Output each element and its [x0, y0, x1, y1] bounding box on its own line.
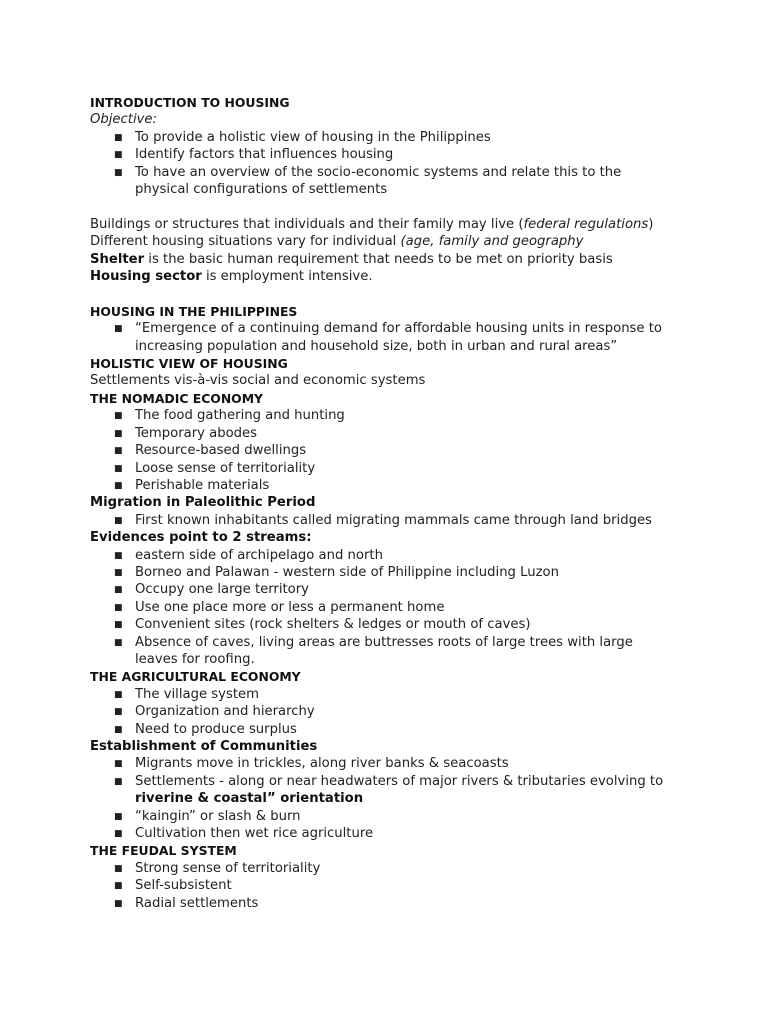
bullet-icon: ■: [114, 567, 123, 578]
list-item: ■ Perishable materials: [90, 477, 690, 494]
bullet-icon: ■: [114, 411, 123, 422]
list-item: ■ Identify factors that influences housing: [90, 146, 690, 163]
nomadic-list: [90, 407, 690, 494]
subheading-migration: Migration in Paleolithic Period: [90, 495, 316, 511]
philippines-list: [90, 320, 690, 355]
objective-list: [90, 129, 690, 199]
bullet-icon: ■: [114, 637, 123, 648]
bullet-icon: ■: [114, 707, 123, 718]
list-item: ■ Resource-based dwellings: [90, 442, 690, 459]
bullet-icon: ■: [114, 428, 123, 439]
section-heading-nomadic: THE NOMADIC ECONOMY: [90, 390, 264, 406]
list-item: ■ “Emergence of a continuing demand for affordable housing units in response to increasing population and household size, both in urban and rural areas”: [114, 321, 662, 354]
list-item: ■ The food gathering and hunting: [90, 407, 690, 424]
list-item: ■ Occupy one large territory: [90, 581, 690, 598]
bullet-icon: ■: [114, 167, 123, 178]
list-item: ■ Cultivation then wet rice agriculture: [90, 825, 690, 842]
list-item: ■ Organization and hierarchy: [90, 703, 690, 720]
bullet-icon: ■: [114, 811, 123, 822]
bullet-icon: ■: [114, 324, 123, 335]
list-item: ■ Convenient sites (rock shelters & ledges or mouth of caves): [90, 616, 690, 633]
list-item: ■ Settlements - along or near headwaters of major rivers & tributaries evolving to riverine & coastal” orientation: [114, 773, 664, 807]
bullet-icon: ■: [114, 132, 123, 143]
spacer: [90, 285, 690, 302]
spacer: [90, 198, 690, 215]
list-item: ■ Absence of caves, living areas are buttresses roots of large trees with large leaves for roofing.: [114, 634, 633, 667]
list-item: ■ Loose sense of territoriality: [90, 460, 690, 477]
bullet-icon: ■: [114, 829, 123, 840]
section-heading-introduction: INTRODUCTION TO HOUSING: [90, 95, 290, 110]
evidences-list: [90, 547, 690, 669]
bullet-icon: ■: [114, 446, 123, 457]
bullet-icon: ■: [114, 463, 123, 474]
bullet-icon: ■: [114, 620, 123, 631]
migration-list: [90, 512, 690, 529]
feudal-list: [90, 860, 690, 912]
definition-housing-sector: Housing sector is employment intensive.: [90, 269, 373, 285]
bullet-icon: ■: [114, 863, 123, 874]
bullet-icon: ■: [114, 602, 123, 613]
section-heading-agricultural: THE AGRICULTURAL ECONOMY: [90, 669, 301, 685]
list-item: ■ To provide a holistic view of housing in the Philippines: [90, 129, 690, 146]
bullet-icon: ■: [114, 480, 123, 491]
list-item: ■ First known inhabitants called migrating mammals came through land bridges: [90, 512, 690, 529]
list-item: ■ Self-subsistent: [90, 877, 690, 894]
list-item: ■ To have an overview of the socio-economic systems and relate this to the physical configurations of settlements: [114, 164, 622, 198]
list-item: ■ “kaingin” or slash & burn: [90, 808, 690, 825]
bullet-icon: ■: [114, 724, 123, 735]
list-item: ■ Strong sense of territoriality: [90, 860, 690, 877]
bullet-icon: ■: [114, 550, 123, 561]
document-page: [90, 94, 690, 912]
definition-buildings: Buildings or structures that individuals and their family may live (federal regulations): [90, 216, 654, 232]
bullet-icon: ■: [114, 585, 123, 596]
list-item: ■ Temporary abodes: [90, 425, 690, 442]
definition-shelter: Shelter is the basic human requirement that needs to be met on priority basis: [90, 251, 613, 267]
bullet-icon: ■: [114, 150, 123, 161]
holistic-text: Settlements vis-à-vis social and economic systems: [90, 373, 426, 389]
bullet-icon: ■: [114, 759, 123, 770]
list-item: ■ eastern side of archipelago and north: [90, 547, 690, 564]
list-item: ■ Need to produce surplus: [90, 721, 690, 738]
bullet-icon: ■: [114, 898, 123, 909]
bullet-icon: ■: [114, 776, 123, 787]
list-item: ■ Use one place more or less a permanent home: [90, 599, 690, 616]
list-item: ■ Migrants move in trickles, along river banks & seacoasts: [90, 755, 690, 772]
bullet-icon: ■: [114, 881, 123, 892]
subheading-communities: Establishment of Communities: [90, 739, 318, 754]
list-item: ■ Borneo and Palawan - western side of Philippine including Luzon: [90, 564, 690, 581]
section-heading-feudal: THE FEUDAL SYSTEM: [90, 843, 237, 859]
bullet-icon: ■: [114, 689, 123, 700]
communities-list: [90, 755, 690, 842]
bullet-icon: ■: [114, 515, 123, 526]
agricultural-list: [90, 686, 690, 738]
list-item: ■ The village system: [90, 686, 690, 703]
section-heading-holistic: HOLISTIC VIEW OF HOUSING: [90, 356, 288, 372]
section-heading-philippines: HOUSING IN THE PHILIPPINES: [90, 303, 298, 319]
subheading-evidences: Evidences point to 2 streams:: [90, 530, 312, 546]
list-item: ■ Radial settlements: [90, 895, 690, 912]
objective-label: Objective:: [90, 112, 157, 128]
definition-situations: Different housing situations vary for individual (age, family and geography: [90, 234, 584, 250]
